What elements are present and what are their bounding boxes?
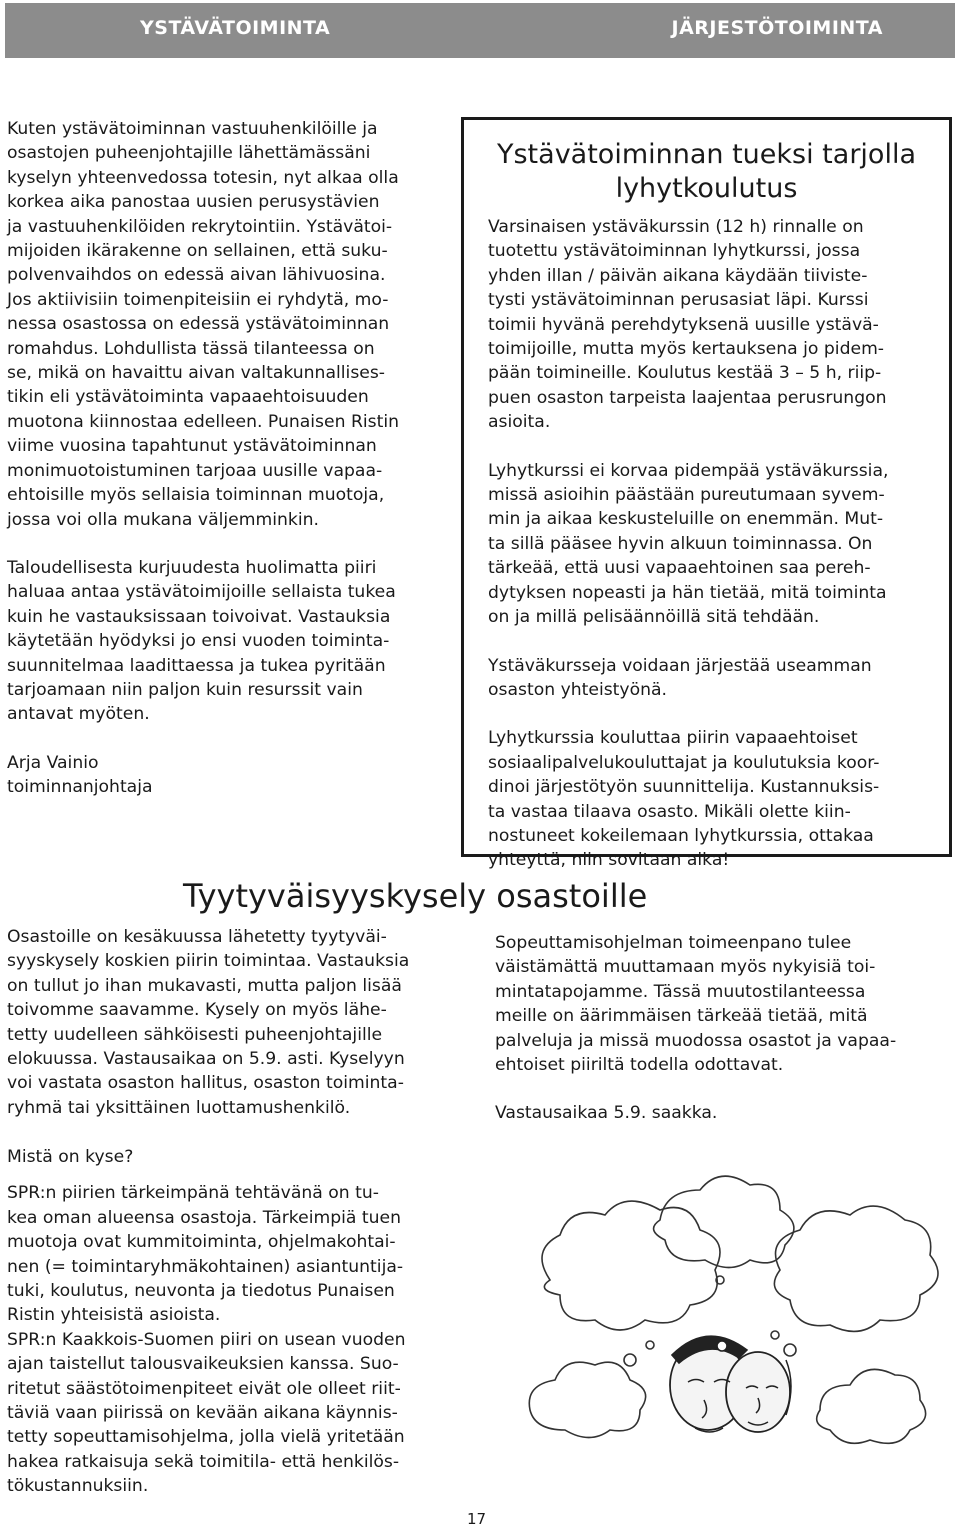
text-line: tysti ystävätoiminnan perusasiat läpi. Kurssi bbox=[488, 290, 869, 311]
text-line: tuki, koulutus, neuvonta ja tiedotus Punaisen bbox=[7, 1281, 395, 1302]
text-line: dinoi järjestötyön suunnittelija. Kustannuksis- bbox=[488, 777, 880, 798]
text-line: tuotettu ystävätoiminnan lyhytkurssi, jossa bbox=[488, 241, 861, 262]
text-line: kyselyn yhteenvedossa totesin, nyt alkaa olla bbox=[7, 167, 399, 188]
text-line: käytetään hyödyksi jo ensi vuoden toiminta- bbox=[7, 631, 390, 652]
text-line: nen (= toimintaryhmäkohtainen) asiantuntija- bbox=[7, 1256, 404, 1277]
text-line: mintatapojamme. Tässä muutostilanteessa bbox=[495, 981, 866, 1002]
text-line: tetty uudelleen sähköisesti puheenjohtajille bbox=[7, 1024, 383, 1045]
text-line: polvenvaihdos on edessä aivan lähivuosina. bbox=[7, 265, 386, 286]
text-line: monimuotoistuminen tarjoaa uusille vapaa- bbox=[7, 460, 383, 481]
text-line: Ystävätoiminnan tueksi tarjolla bbox=[497, 139, 916, 170]
cartoon-illustration bbox=[490, 1160, 952, 1490]
text-line: muotoja ovat kummitoiminta, ohjelmakohtai- bbox=[7, 1232, 396, 1253]
text-line: nessa osastossa on edessä ystävätoiminnan bbox=[7, 314, 390, 335]
text-line: elokuussa. Vastausaikaa on 5.9. asti. Kyselyyn bbox=[7, 1049, 405, 1070]
survey-background bbox=[7, 1145, 462, 1499]
thought-cloud-center bbox=[654, 1176, 794, 1267]
text-line: Sopeuttamisohjelman toimeenpano tulee bbox=[495, 933, 852, 953]
text-line: Taloudellisesta kurjuudesta huolimatta piiri bbox=[7, 557, 377, 578]
intro-paragraph-2 bbox=[7, 556, 455, 727]
text-line: pään toimineille. Koulutus kestää 3 – 5 h, riip- bbox=[488, 363, 882, 384]
thought-cloud-bottom-right bbox=[817, 1369, 926, 1443]
training-box-body bbox=[488, 215, 934, 873]
text-line: puen osaston tarpeista laajentaa perusrungon bbox=[488, 387, 887, 408]
text-line: on ja millä pelisäännöillä sitä tehdään. bbox=[488, 607, 820, 628]
survey-deadline: Vastausaikaa 5.9. saakka. bbox=[495, 1103, 718, 1124]
text-line: SPR:n piirien tärkeimpänä tehtävänä on tu- bbox=[7, 1183, 379, 1204]
text-line: SPR:n Kaakkois-Suomen piiri on usean vuoden bbox=[7, 1329, 406, 1350]
text-line: väistämättä muuttamaan myös nykyisiä toi- bbox=[495, 957, 876, 978]
text-line: toivomme saavamme. Kysely on myös lähe- bbox=[7, 1000, 387, 1021]
text-line: romahdus. Lohdullista tässä tilanteessa on bbox=[7, 338, 375, 359]
survey-what-paragraph-1 bbox=[7, 1181, 462, 1327]
text-line: toiminnanjohtaja bbox=[7, 777, 153, 798]
text-line: kuin he vastauksissaan toivoivat. Vastauksia bbox=[7, 606, 391, 627]
survey-what-paragraph-2 bbox=[7, 1328, 462, 1499]
training-box bbox=[461, 117, 952, 871]
text-line: Kuten ystävätoiminnan vastuuhenkilöille ja bbox=[7, 119, 378, 139]
text-line: mijoiden ikärakenne on sellainen, että suku- bbox=[7, 241, 388, 262]
text-line: kea oman alueensa osastoja. Tärkeimpiä tuen bbox=[7, 1207, 402, 1228]
training-paragraph-3 bbox=[488, 654, 934, 703]
text-line: jossa voi olla mukana väljemminkin. bbox=[7, 509, 319, 530]
text-line: ryhmä tai yksittäinen luottamushenkilö. bbox=[7, 1097, 351, 1118]
text-line: viime vuosina tapahtunut ystävätoiminnan bbox=[7, 436, 377, 457]
text-line: Lyhytkurssia kouluttaa piirin vapaaehtoiset bbox=[488, 728, 858, 749]
intro-article bbox=[7, 117, 455, 800]
text-line: Arja Vainio bbox=[7, 752, 99, 773]
section-header bbox=[5, 3, 955, 58]
text-line: toimijoille, mutta myös kertauksena jo pidem- bbox=[488, 339, 885, 360]
text-line: asioita. bbox=[488, 412, 551, 433]
text-line: Jos aktiivisiin toimenpiteisiin ei ryhdytä, mo- bbox=[7, 289, 389, 310]
text-line: ajan taistellut talousvaikeuksien kanssa. Suo- bbox=[7, 1354, 399, 1375]
thought-cloud-bottom-left bbox=[529, 1362, 645, 1437]
training-paragraph-1 bbox=[488, 215, 934, 435]
training-paragraph-2 bbox=[488, 459, 934, 630]
text-line: ehtoisille myös sellaisia toiminnan muotoja, bbox=[7, 485, 385, 506]
training-box-title bbox=[464, 138, 949, 206]
text-line: muotona kiinnostaa edelleen. Punaisen Ristin bbox=[7, 411, 400, 432]
text-line: ritetut säästötoimenpiteet eivät ole olleet riit- bbox=[7, 1378, 401, 1399]
training-paragraph-4 bbox=[488, 726, 934, 872]
text-line: palveluja ja missä muodossa osastot ja vapaa- bbox=[495, 1030, 897, 1051]
text-line: missä asioihin päästään pureutumaan syvem- bbox=[488, 485, 885, 506]
text-line: korkea aika panostaa uusien perusystävien bbox=[7, 192, 380, 213]
text-line: Varsinaisen ystäväkurssin (12 h) rinnalle on bbox=[488, 217, 864, 237]
text-line: ja vastuuhenkilöiden rekrytointiin. Ystävätoi- bbox=[7, 216, 393, 237]
text-line: on tullut jo ihan mukavasti, mutta paljon lisää bbox=[7, 975, 402, 996]
text-line: tikin eli ystävätoiminta vapaaehtoisuuden bbox=[7, 387, 369, 408]
text-line: Osastoille on kesäkuussa lähetetty tyytyväi- bbox=[7, 927, 387, 947]
page-number: 17 bbox=[467, 1510, 487, 1528]
text-line: meille on äärimmäisen tärkeää tietää, mitä bbox=[495, 1006, 868, 1027]
text-line: se, mikä on havaittu aivan valtakunnallises- bbox=[7, 363, 385, 384]
text-line: antavat myöten. bbox=[7, 704, 150, 725]
text-line: haluaa antaa ystävätoimijoille sellaista tukea bbox=[7, 582, 396, 603]
cartoon-head-right bbox=[726, 1352, 790, 1432]
text-line: Ristin yhteisistä asioista. bbox=[7, 1305, 221, 1326]
survey-paragraph-right bbox=[495, 931, 950, 1077]
survey-left-column bbox=[7, 925, 462, 1120]
text-line: suunnitelmaa laadittaessa ja tukea pyritään bbox=[7, 655, 386, 676]
text-line: tetty sopeuttamisohjelma, jolla vielä yritetään bbox=[7, 1427, 405, 1448]
text-line: toimii hyvänä perehdytyksenä uusille ystävä- bbox=[488, 314, 879, 335]
text-line: täviä vaan piirissä on kevään aikana käynnis- bbox=[7, 1403, 398, 1424]
text-line: ta vastaa tilaava osasto. Mikäli olette kiin- bbox=[488, 801, 851, 822]
text-line: osastojen puheenjohtajille lähettämässäni bbox=[7, 143, 371, 164]
text-line: tärkeää, että uusi vapaaehtoinen saa pereh- bbox=[488, 558, 871, 579]
text-line: lyhytkoulutus bbox=[615, 173, 798, 204]
text-line: voi vastata osaston hallitus, osaston toiminta- bbox=[7, 1073, 404, 1094]
text-line: dytyksen nopeasti ja hän tietää, mitä toiminta bbox=[488, 582, 887, 603]
text-line: tökustannuksiin. bbox=[7, 1476, 149, 1497]
header-left-title: YSTÄVÄTOIMINTA bbox=[140, 17, 331, 39]
text-line: ta sillä pääsee hyvin alkuun toiminnassa. On bbox=[488, 533, 873, 554]
header-right-title: JÄRJESTÖTOIMINTA bbox=[671, 17, 883, 39]
text-line: ehtoiset piiriltä todella odottavat. bbox=[495, 1055, 784, 1076]
text-line: min ja aikaa keskusteluille on enemmän. Mut- bbox=[488, 509, 884, 530]
thought-cloud-left bbox=[542, 1201, 720, 1330]
thought-cloud-right bbox=[774, 1206, 938, 1331]
survey-right-column bbox=[495, 931, 950, 1126]
text-line: Lyhytkurssi ei korvaa pidempää ystäväkurssia, bbox=[488, 460, 889, 481]
text-line: osaston yhteistyönä. bbox=[488, 679, 667, 700]
text-line: sosiaalipalvelukouluttajat ja koulutuksia koor- bbox=[488, 752, 880, 773]
text-line: yhden illan / päivän aikana käydään tiiviste- bbox=[488, 265, 868, 286]
text-line: nostuneet kokeilemaan lyhytkurssia, ottakaa bbox=[488, 825, 874, 846]
survey-paragraph-1 bbox=[7, 925, 462, 1120]
text-line: yhteyttä, niin sovitaan aika! bbox=[488, 850, 730, 871]
signature bbox=[7, 751, 455, 800]
text-line: tarjoamaan niin paljon kuin resurssit vain bbox=[7, 679, 363, 700]
text-line: syyskysely koskien piirin toimintaa. Vastauksia bbox=[7, 951, 410, 972]
survey-question: Mistä on kyse? bbox=[7, 1147, 134, 1167]
text-line: Ystäväkursseja voidaan järjestää useamman bbox=[488, 655, 872, 676]
survey-title: Tyytyväisyyskysely osastoille bbox=[183, 877, 648, 915]
intro-paragraph-1 bbox=[7, 117, 455, 532]
text-line: hakea ratkaisuja sekä toimitila- että henkilös- bbox=[7, 1451, 400, 1472]
